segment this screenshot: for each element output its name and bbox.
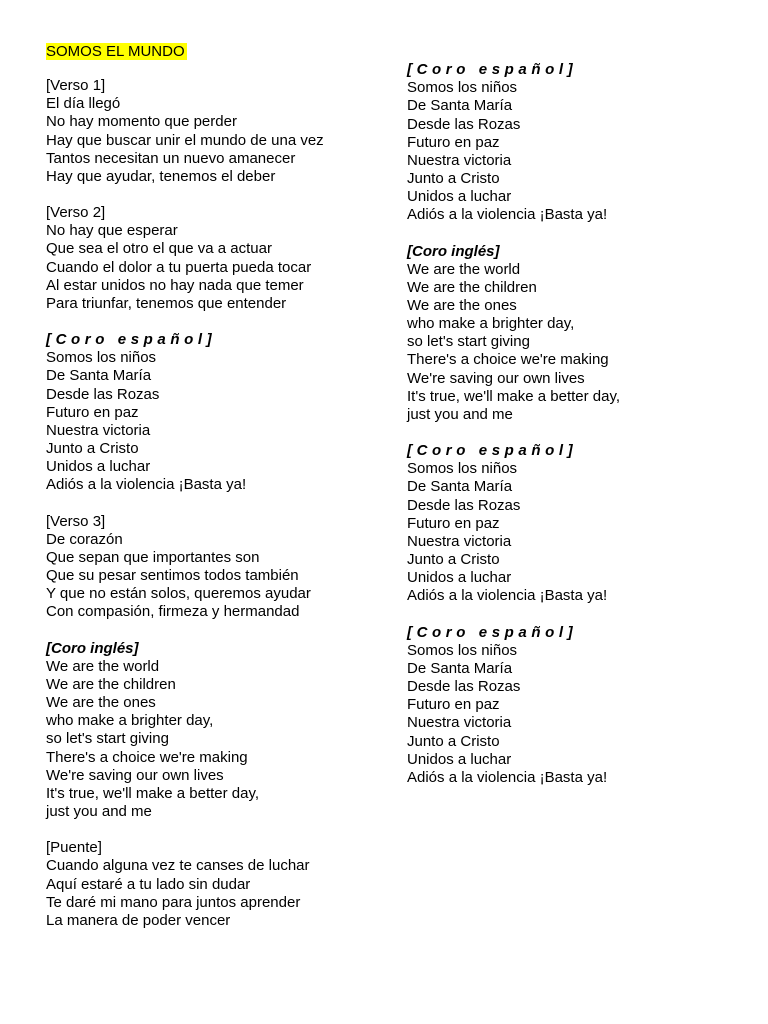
lyric-line: We're saving our own lives — [46, 766, 224, 784]
lyric-line: Unidos a luchar — [407, 188, 512, 206]
section-label: [Coro español] — [407, 442, 578, 460]
lyric-line: Con compasión, firmeza y hermandad — [46, 603, 300, 621]
lyric-line: We are the children — [407, 278, 537, 296]
section-label: [Coro español] — [407, 61, 578, 78]
section-label: [Verso 1] — [46, 77, 106, 94]
lyric-line: Nuestra victoria — [407, 714, 512, 732]
lyric-line: Futuro en paz — [407, 514, 500, 532]
lyric-line: No hay momento que perder — [46, 113, 237, 131]
song-title — [46, 43, 187, 61]
lyric-line: Adiós a la violencia ¡Basta ya! — [407, 768, 608, 786]
section-label: [Verso 2] — [46, 204, 106, 222]
lyric-line: Desde las Rozas — [407, 496, 521, 514]
lyric-line: Desde las Rozas — [46, 385, 160, 403]
lyric-line: We are the world — [407, 260, 521, 278]
lyric-line: Adiós a la violencia ¡Basta ya! — [407, 587, 608, 605]
lyric-line: Al estar unidos no hay nada que temer — [46, 276, 304, 294]
lyric-line: so let's start giving — [407, 333, 530, 351]
lyric-line: who make a brighter day, — [46, 712, 214, 730]
lyric-line: Desde las Rozas — [407, 115, 521, 133]
lyric-line: Unidos a luchar — [407, 569, 512, 587]
lyric-line: It's true, we'll make a better day, — [407, 387, 621, 405]
lyric-line: We're saving our own lives — [407, 369, 585, 387]
lyric-line: No hay que esperar — [46, 222, 178, 240]
lyric-line: La manera de poder vencer — [46, 911, 231, 929]
lyric-line: There's a choice we're making — [407, 351, 609, 369]
lyric-line: Desde las Rozas — [407, 678, 521, 696]
section-label: [Verso 3] — [46, 512, 106, 530]
section-label: [Coro inglés] — [407, 242, 500, 260]
lyric-line: Junto a Cristo — [46, 440, 139, 457]
lyric-line: De Santa María — [407, 659, 513, 677]
lyric-line: just you and me — [46, 803, 152, 820]
lyric-line: We are the ones — [407, 296, 517, 314]
lyric-line: Nuestra victoria — [407, 151, 512, 169]
lyric-line: so let's start giving — [46, 730, 169, 748]
lyric-line: Te daré mi mano para juntos aprender — [46, 893, 301, 911]
section-label: [Coro español] — [407, 623, 578, 641]
lyric-line: Somos los niños — [407, 79, 518, 97]
lyric-line: Que su pesar sentimos todos también — [46, 567, 299, 584]
lyric-line: Cuando el dolor a tu puerta pueda tocar — [46, 258, 312, 276]
lyric-line: Somos los niños — [407, 460, 518, 478]
lyric-line: Junto a Cristo — [407, 732, 500, 750]
lyric-line: We are the ones — [46, 694, 156, 712]
lyric-line: Tantos necesitan un nuevo amanecer — [46, 149, 296, 167]
lyric-line: Somos los niños — [407, 641, 518, 659]
lyric-line: Cuando alguna vez te canses de luchar — [46, 857, 310, 875]
lyric-line: Aquí estaré a tu lado sin dudar — [46, 875, 251, 893]
lyric-line: Hay que buscar unir el mundo de una vez — [46, 131, 324, 149]
lyric-line: Junto a Cristo — [407, 551, 500, 568]
lyric-line: Que sepan que importantes son — [46, 548, 260, 566]
lyric-line: De corazón — [46, 530, 123, 548]
lyric-line: We are the children — [46, 675, 176, 693]
lyric-line: Y que no están solos, queremos ayudar — [46, 585, 311, 603]
lyric-line: There's a choice we're making — [46, 748, 248, 766]
song-title-highlight: SOMOS EL MUNDO — [46, 43, 185, 60]
lyric-line: Que sea el otro el que va a actuar — [46, 240, 272, 258]
lyric-line: Junto a Cristo — [407, 169, 500, 187]
lyric-line: Nuestra victoria — [46, 421, 151, 439]
lyric-line: Adiós a la violencia ¡Basta ya! — [407, 206, 608, 224]
lyric-line: Unidos a luchar — [46, 458, 151, 476]
lyric-line: Adiós a la violencia ¡Basta ya! — [46, 476, 247, 494]
section-label: [Coro inglés] — [46, 639, 139, 657]
section-label: [Coro español] — [46, 331, 217, 349]
lyric-line: We are the world — [46, 657, 160, 675]
lyric-line: El día llegó — [46, 95, 121, 113]
lyric-line: De Santa María — [407, 97, 513, 115]
lyric-line: Futuro en paz — [407, 133, 500, 151]
lyric-line: Nuestra victoria — [407, 532, 512, 550]
lyric-line: De Santa María — [407, 478, 513, 496]
lyric-line: Hay que ayudar, tenemos el deber — [46, 167, 276, 185]
lyric-line: just you and me — [407, 405, 513, 423]
section-label: [Puente] — [46, 839, 102, 857]
lyric-line: It's true, we'll make a better day, — [46, 784, 260, 802]
lyric-line: Somos los niños — [46, 349, 157, 367]
lyric-line: De Santa María — [46, 367, 152, 385]
lyric-line: Unidos a luchar — [407, 750, 512, 768]
lyric-line: who make a brighter day, — [407, 315, 575, 333]
lyric-line: Futuro en paz — [46, 403, 139, 421]
lyric-line: Para triunfar, tenemos que entender — [46, 294, 287, 312]
lyric-line: Futuro en paz — [407, 696, 500, 714]
